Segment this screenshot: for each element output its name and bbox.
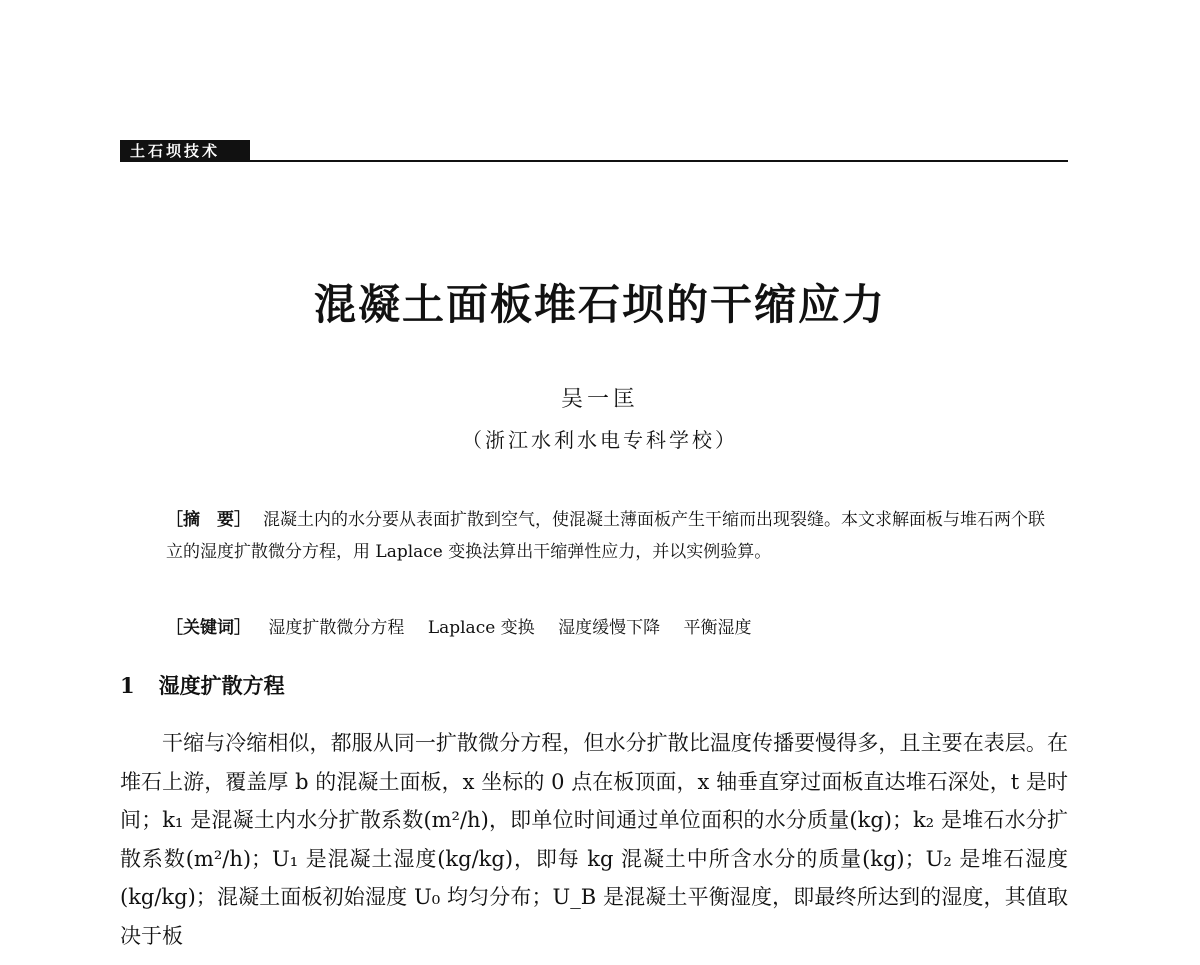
abstract bbox=[166, 504, 1046, 568]
keyword: 湿度扩散微分方程 bbox=[268, 618, 405, 638]
keywords-label: ［关键词］ bbox=[166, 618, 251, 638]
header-rule bbox=[120, 160, 1068, 162]
author: 吴一匡 bbox=[560, 387, 639, 412]
keywords bbox=[166, 612, 1046, 644]
section-number: 1 bbox=[120, 673, 135, 698]
affiliation: （浙江水利水电专科学校） bbox=[462, 428, 738, 452]
keyword: Laplace 变换 bbox=[427, 618, 535, 638]
abstract-label: ［摘 要］ bbox=[166, 510, 251, 530]
section-title: 湿度扩散方程 bbox=[158, 673, 285, 698]
section-tag: 土石坝技术 bbox=[120, 140, 250, 162]
body-text bbox=[120, 724, 1068, 955]
abstract-text: 混凝土内的水分要从表面扩散到空气，使混凝土薄面板产生干缩而出现裂缝。本文求解面板与堆石两个联立的湿度扩散微分方程，用 Laplace 变换法算出干缩弹性应力，并以实例验算。 bbox=[166, 510, 1045, 562]
keyword: 平衡湿度 bbox=[683, 618, 752, 638]
paper-title: 混凝土面板堆石坝的干缩应力 bbox=[313, 280, 886, 329]
paragraph: 干缩与冷缩相似，都服从同一扩散微分方程，但水分扩散比温度传播要慢得多，且主要在表层。在堆石上游，覆盖厚 b 的混凝土面板，x 坐标的 0 点在板顶面，x 轴垂直穿过面板直达堆石深处，t 是时间；k₁ 是混凝土内水分扩散系数(m²/h)，即单位时间通过单位面积的水分质量(kg)；k₂ 是堆石水分扩散系数(m²/h)；U₁ 是混凝土湿度(kg/kg)，即每 kg 混凝土中所含水分的质量(kg)；U₂ 是堆石湿度(kg/kg)；混凝土面板初始湿度 U₀ 均匀分布；U_B 是混凝土平衡湿度，即最终所达到的湿度，其值取决于板 bbox=[120, 731, 1068, 948]
section-heading bbox=[120, 670, 285, 700]
keyword: 湿度缓慢下降 bbox=[558, 618, 661, 638]
